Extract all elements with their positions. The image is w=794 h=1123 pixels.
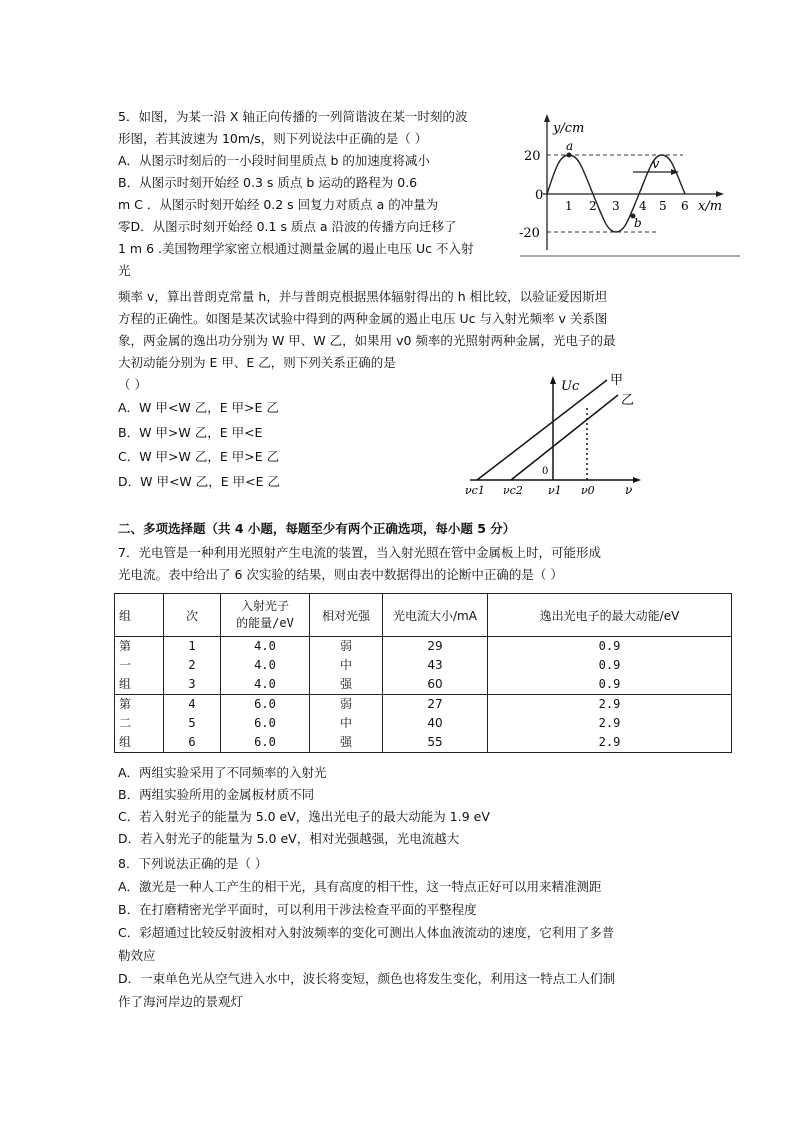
table-row [115,656,732,675]
cell-trial: 4 [164,695,221,715]
q6-option-b: B．W 甲>W 乙，E 甲<E [118,424,263,440]
cell-max-ke: 0.9 [488,675,732,695]
cell-current: 29 [383,637,488,657]
q6-line: 频率 v，算出普朗克常量 h，并与普朗克根据黑体辐射得出的 h 相比较，以验证爱因斯坦 [118,289,608,304]
cell-photon-energy: 6.0 [221,733,310,753]
q5-option-c: m C ．从图示时刻开始经 0.2 s 回复力对质点 a 的冲量为 [118,197,439,212]
velocity-label: v [652,157,660,172]
question-5 [118,106,473,282]
table-row [115,714,732,733]
q7-options [118,762,490,850]
stopping-voltage-graph [465,370,645,500]
wave-y-tick: -20 [519,226,540,241]
q7-option-d: D．若入射光子的能量为 5.0 eV，相对光强越强，光电流越大 [118,831,460,846]
wave-x-tick: 4 [639,199,647,213]
cell-intensity: 弱 [310,637,383,657]
q5-line: 形图，若其波速为 10m/s，则下列说法中正确的是（ ） [118,131,428,146]
cell-group: 二 [115,714,164,733]
q7-line: 光电流。表中给出了 6 次实验的结果，则由表中数据得出的论断中正确的是（ ） [118,567,563,582]
cell-trial: 3 [164,675,221,695]
freq-axis-label: ν [625,483,633,497]
wave-x-tick: 5 [659,199,667,213]
header-photon-energy-line1: 入射光子 [240,599,289,613]
q7-option-b: B．两组实验所用的金属板材质不同 [118,787,315,802]
q8-stem: 8．下列说法正确的是（ ） [118,856,268,871]
table-row [115,695,732,715]
wave-y-tick: 0 [535,188,544,203]
q8-option-b: B．在打磨精密光学平面时，可以利用干涉法检查平面的平整程度 [118,902,477,917]
q6-line: 象，两金属的逸出功分别为 W 甲、W 乙，如果用 v0 频率的光照射两种金属，光电子的最 [118,333,616,348]
cell-max-ke: 2.9 [488,695,732,715]
cell-current: 43 [383,656,488,675]
cell-intensity: 强 [310,733,383,753]
q6-line: 方程的正确性。如图是某次试验中得到的两种金属的遏止电压 Uc 与入射光频率 v 关系图 [118,311,608,326]
q7-line: 7．光电管是一种利用光照射产生电流的装置，当入射光照在管中金属板上时，可能形成 [118,545,601,560]
wave-x-label: x/m [698,199,723,214]
wave-graph [515,110,745,260]
wave-x-tick: 2 [589,199,597,213]
q8-option-d: D．一束单色光从空气进入水中，波长将变短，颜色也将发生变化，利用这一特点工人们制 [118,971,616,986]
cell-current: 60 [383,675,488,695]
wave-y-label: y/cm [553,121,585,136]
table-row [115,733,732,753]
cell-photon-energy: 4.0 [221,675,310,695]
q6-intro-line: 1 m 6 .美国物理学家密立根通过测量金属的遏止电压 Uc 不入射 [118,241,474,256]
cell-trial: 1 [164,637,221,657]
cell-group: 组 [115,675,164,695]
q6-blank: （ ） [118,377,147,392]
question-7 [118,542,601,586]
cell-max-ke: 0.9 [488,637,732,657]
uc-axis-label: Uc [561,379,580,394]
cell-intensity: 强 [310,675,383,695]
cell-photon-energy: 6.0 [221,714,310,733]
cell-intensity: 中 [310,656,383,675]
q5-option-b: B．从图示时刻开始经 0.3 s 质点 b 运动的路程为 0.6 [118,175,418,190]
q6-option-d: D．W 甲<W 乙，E 甲<E 乙 [118,473,280,489]
q6-option-c: C．W 甲>W 乙，E 甲>E 乙 [118,449,280,464]
cell-group: 第 [115,637,164,657]
header-max-ke: 逸出光电子的最大动能/eV [488,594,732,637]
cell-trial: 5 [164,714,221,733]
header-photon-energy [221,594,310,637]
wave-y-tick: 20 [524,149,541,164]
section-2-title: 二、多项选择题（共 4 小题，每题至少有两个正确选项，每小题 5 分） [118,521,516,536]
table-row [115,637,732,657]
table-row [115,675,732,695]
cell-max-ke: 0.9 [488,656,732,675]
header-current: 光电流大小/mA [383,594,488,637]
q5-option-a: A．从图示时刻后的一小段时间里质点 b 的加速度将减小 [118,153,430,168]
cell-trial: 2 [164,656,221,675]
origin-label: 0 [542,466,549,477]
q7-option-a: A．两组实验采用了不同频率的入射光 [118,765,327,780]
cell-max-ke: 2.9 [488,714,732,733]
cell-current: 40 [383,714,488,733]
q6-option-a: A．W 甲<W 乙，E 甲>E 乙 [118,400,279,415]
cell-max-ke: 2.9 [488,733,732,753]
freq-tick: ν0 [581,484,595,497]
q8-option-a: A．激光是一种人工产生的相干光，具有高度的相干性，这一特点正好可以用来精准测距 [118,879,602,894]
wave-x-tick: 3 [612,199,620,213]
wave-x-tick: 1 [565,199,573,213]
cell-photon-energy: 6.0 [221,695,310,715]
cell-intensity: 中 [310,714,383,733]
cell-group: 第 [115,695,164,715]
line-yi-label: 乙 [621,393,635,408]
cell-photon-energy: 4.0 [221,637,310,657]
header-photon-energy-line2: 的能量/eV [236,616,294,630]
cell-intensity: 弱 [310,695,383,715]
freq-tick: ν1 [548,484,562,497]
q6-intro-line: 光 [118,263,131,278]
header-group: 组 [115,594,164,637]
q8-option-d-cont: 作了海河岸边的景观灯 [118,994,244,1009]
q6-line: 大初动能分别为 E 甲、E 乙，则下列关系正确的是 [118,355,396,370]
q7-option-c: C．若入射光子的能量为 5.0 eV，逸出光电子的最大动能为 1.9 eV [118,809,490,824]
cell-group: 一 [115,656,164,675]
header-intensity: 相对光强 [310,594,383,637]
q8-option-c-cont: 勒效应 [118,948,156,963]
point-a-label: a [566,139,574,153]
cell-group: 组 [115,733,164,753]
freq-tick: νc2 [503,484,523,497]
cell-current: 27 [383,695,488,715]
q5-option-d: 零D．从图示时刻开始经 0.1 s 质点 a 沿波的传播方向迁移了 [118,219,457,234]
header-trial: 次 [164,594,221,637]
freq-tick: νc1 [465,484,485,497]
point-b-label: b [634,216,642,230]
wave-x-tick: 6 [681,199,689,213]
cell-current: 55 [383,733,488,753]
q8-option-c: C．彩超通过比较反射波相对入射波频率的变化可测出人体血液流动的速度，它利用了多普 [118,925,615,940]
q5-line: 5．如图，为某一沿 X 轴正向传播的一列简谐波在某一时刻的波 [118,109,468,124]
cell-trial: 6 [164,733,221,753]
experiment-table [114,593,732,753]
question-8 [118,852,615,1013]
line-jia-label: 甲 [610,373,624,388]
cell-photon-energy: 4.0 [221,656,310,675]
